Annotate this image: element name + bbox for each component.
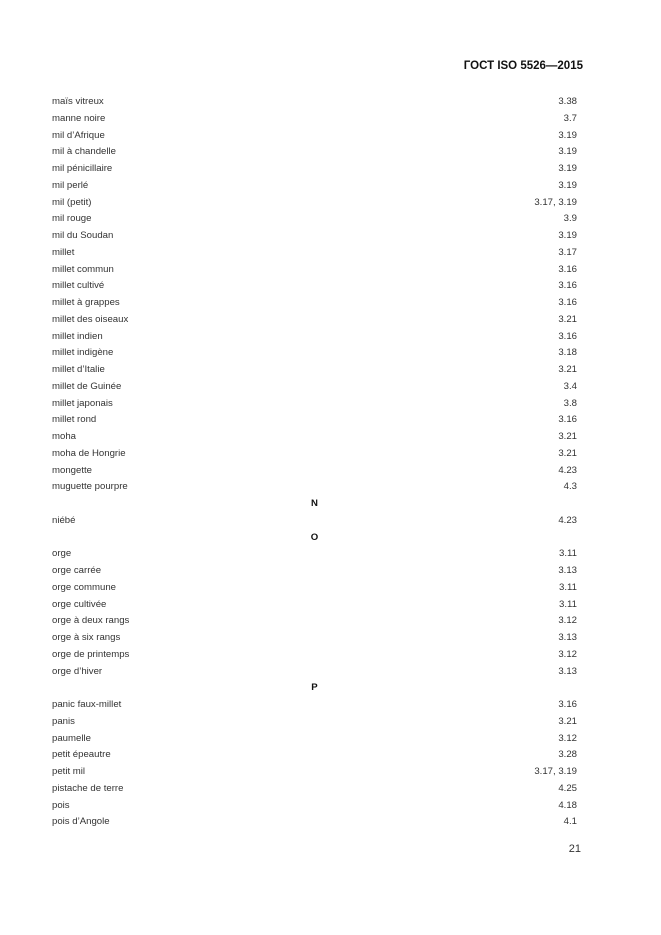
index-entry bbox=[52, 814, 577, 831]
index-entry bbox=[52, 262, 577, 279]
index-entry bbox=[52, 747, 577, 764]
index-term: mongette bbox=[52, 464, 93, 476]
index-letter-heading: N bbox=[311, 498, 318, 509]
index-reference: 3.21 bbox=[558, 431, 577, 442]
index-term: mil (petit) bbox=[52, 196, 92, 208]
index-reference: 3.38 bbox=[558, 96, 577, 107]
index-entry bbox=[52, 278, 577, 295]
index-reference: 3.7 bbox=[563, 112, 577, 124]
index-term: orge de printemps bbox=[52, 648, 130, 660]
index-reference: 3.16 bbox=[558, 297, 577, 308]
index-reference: 3.13 bbox=[558, 665, 577, 677]
index-entry bbox=[52, 513, 577, 530]
index-term: orge bbox=[52, 548, 72, 560]
page-number: 21 bbox=[568, 843, 581, 855]
index-reference: 3.18 bbox=[558, 347, 577, 359]
index-entry bbox=[52, 161, 577, 178]
index-reference: 3.19 bbox=[558, 163, 577, 174]
index-entry bbox=[52, 597, 577, 614]
index-reference: 4.23 bbox=[558, 464, 577, 476]
index-entry bbox=[52, 94, 577, 111]
index-reference: 4.23 bbox=[558, 514, 577, 526]
index-term: mil rouge bbox=[52, 213, 92, 225]
index-reference: 4.3 bbox=[563, 481, 577, 493]
index-entry bbox=[52, 798, 577, 815]
index-term: millet de Guinée bbox=[52, 380, 122, 392]
index-entry bbox=[52, 781, 577, 798]
index-term: millet bbox=[52, 246, 75, 258]
index-term: orge cultivée bbox=[52, 598, 107, 610]
index-entry bbox=[52, 111, 577, 128]
index-reference: 3.16 bbox=[558, 414, 577, 426]
index-term: millet indigène bbox=[52, 347, 114, 359]
index-entry bbox=[52, 329, 577, 346]
index-entry bbox=[52, 580, 577, 597]
index-reference: 3.17, 3.19 bbox=[534, 196, 577, 208]
index-reference: 3.21 bbox=[558, 313, 577, 325]
index-reference: 3.19 bbox=[558, 129, 577, 141]
index-term: millet japonais bbox=[52, 397, 113, 409]
index-entry bbox=[52, 178, 577, 195]
index-entry bbox=[52, 613, 577, 630]
index-reference: 3.19 bbox=[558, 230, 577, 241]
index-reference: 3.12 bbox=[558, 732, 577, 744]
index-reference: 3.17 bbox=[558, 246, 577, 258]
alphabetical-index bbox=[52, 94, 577, 831]
index-reference: 3.11 bbox=[559, 581, 577, 593]
index-reference: 3.21 bbox=[558, 447, 577, 459]
index-reference: 3.13 bbox=[558, 632, 577, 643]
index-entry bbox=[52, 546, 577, 563]
index-entry bbox=[52, 630, 577, 647]
index-reference: 3.12 bbox=[558, 648, 577, 660]
index-reference: 3.19 bbox=[558, 179, 577, 191]
index-term: moha bbox=[52, 431, 76, 442]
index-letter-heading: P bbox=[311, 682, 318, 694]
index-entry bbox=[52, 647, 577, 664]
index-entry bbox=[52, 429, 577, 446]
index-reference: 3.16 bbox=[558, 330, 577, 342]
index-term: orge à six rangs bbox=[52, 632, 121, 643]
index-term: pois d’Angole bbox=[52, 816, 110, 828]
index-term: orge d’hiver bbox=[52, 665, 103, 677]
index-reference: 3.11 bbox=[559, 548, 577, 560]
index-term: orge commune bbox=[52, 581, 116, 593]
index-reference: 3.16 bbox=[558, 280, 577, 292]
index-entry bbox=[52, 295, 577, 312]
index-reference: 3.17, 3.19 bbox=[534, 766, 577, 777]
index-reference: 3.21 bbox=[558, 715, 577, 727]
index-reference: 4.25 bbox=[558, 782, 577, 794]
index-entry bbox=[52, 245, 577, 262]
index-entry bbox=[52, 195, 577, 212]
index-term: mil pénicillaire bbox=[52, 163, 113, 174]
index-entry bbox=[52, 228, 577, 245]
index-entry bbox=[52, 446, 577, 463]
index-reference: 4.1 bbox=[563, 816, 577, 828]
index-term: mil d’Afrique bbox=[52, 129, 105, 141]
index-entry bbox=[52, 764, 577, 781]
index-reference: 3.16 bbox=[558, 699, 577, 710]
index-term: petit épeautre bbox=[52, 749, 111, 761]
index-term: millet indien bbox=[52, 330, 103, 342]
index-reference: 3.12 bbox=[558, 615, 577, 627]
index-reference: 3.11 bbox=[559, 598, 577, 610]
index-entry bbox=[52, 479, 577, 496]
index-term: muguette pourpre bbox=[52, 481, 128, 493]
index-term: millet à grappes bbox=[52, 297, 120, 308]
index-term: petit mil bbox=[52, 766, 86, 777]
index-term: manne noire bbox=[52, 112, 106, 124]
index-term: pistache de terre bbox=[52, 782, 124, 794]
index-reference: 3.9 bbox=[563, 213, 577, 225]
index-entry bbox=[52, 412, 577, 429]
index-entry bbox=[52, 345, 577, 362]
index-term: mil à chandelle bbox=[52, 146, 116, 158]
index-term: millet des oiseaux bbox=[52, 313, 129, 325]
index-term: millet rond bbox=[52, 414, 97, 426]
index-reference: 4.18 bbox=[558, 799, 577, 811]
index-reference: 3.21 bbox=[558, 364, 577, 375]
index-reference: 3.13 bbox=[558, 565, 577, 576]
index-term: niébé bbox=[52, 514, 76, 526]
index-entry bbox=[52, 563, 577, 580]
index-reference: 3.28 bbox=[558, 749, 577, 761]
index-entry bbox=[52, 144, 577, 161]
index-reference: 3.16 bbox=[558, 263, 577, 275]
index-term: panis bbox=[52, 715, 75, 727]
index-entry bbox=[52, 396, 577, 413]
index-term: millet cultivé bbox=[52, 280, 105, 292]
index-term: paumelle bbox=[52, 732, 91, 744]
index-reference: 3.19 bbox=[558, 146, 577, 158]
index-entry bbox=[52, 697, 577, 714]
index-term: moha de Hongrie bbox=[52, 447, 126, 459]
index-entry bbox=[52, 211, 577, 228]
index-entry bbox=[52, 128, 577, 145]
index-term: pois bbox=[52, 799, 70, 811]
index-term: orge carrée bbox=[52, 565, 102, 576]
index-reference: 3.8 bbox=[563, 397, 577, 409]
index-letter-heading: O bbox=[310, 531, 319, 543]
index-term: mil perlé bbox=[52, 179, 89, 191]
index-term: panic faux-millet bbox=[52, 699, 122, 710]
index-term: mil du Soudan bbox=[52, 230, 114, 241]
index-entry bbox=[52, 362, 577, 379]
index-entry bbox=[52, 379, 577, 396]
index-term: orge à deux rangs bbox=[52, 615, 130, 627]
index-entry bbox=[52, 731, 577, 748]
index-entry bbox=[52, 463, 577, 480]
document-header: ГОСТ ISO 5526—2015 bbox=[463, 60, 583, 72]
index-entry bbox=[52, 312, 577, 329]
index-term: millet commun bbox=[52, 263, 114, 275]
index-reference: 3.4 bbox=[563, 380, 577, 392]
index-entry bbox=[52, 664, 577, 681]
index-term: millet d’Italie bbox=[52, 364, 105, 375]
index-entry bbox=[52, 714, 577, 731]
index-term: maïs vitreux bbox=[52, 96, 104, 107]
